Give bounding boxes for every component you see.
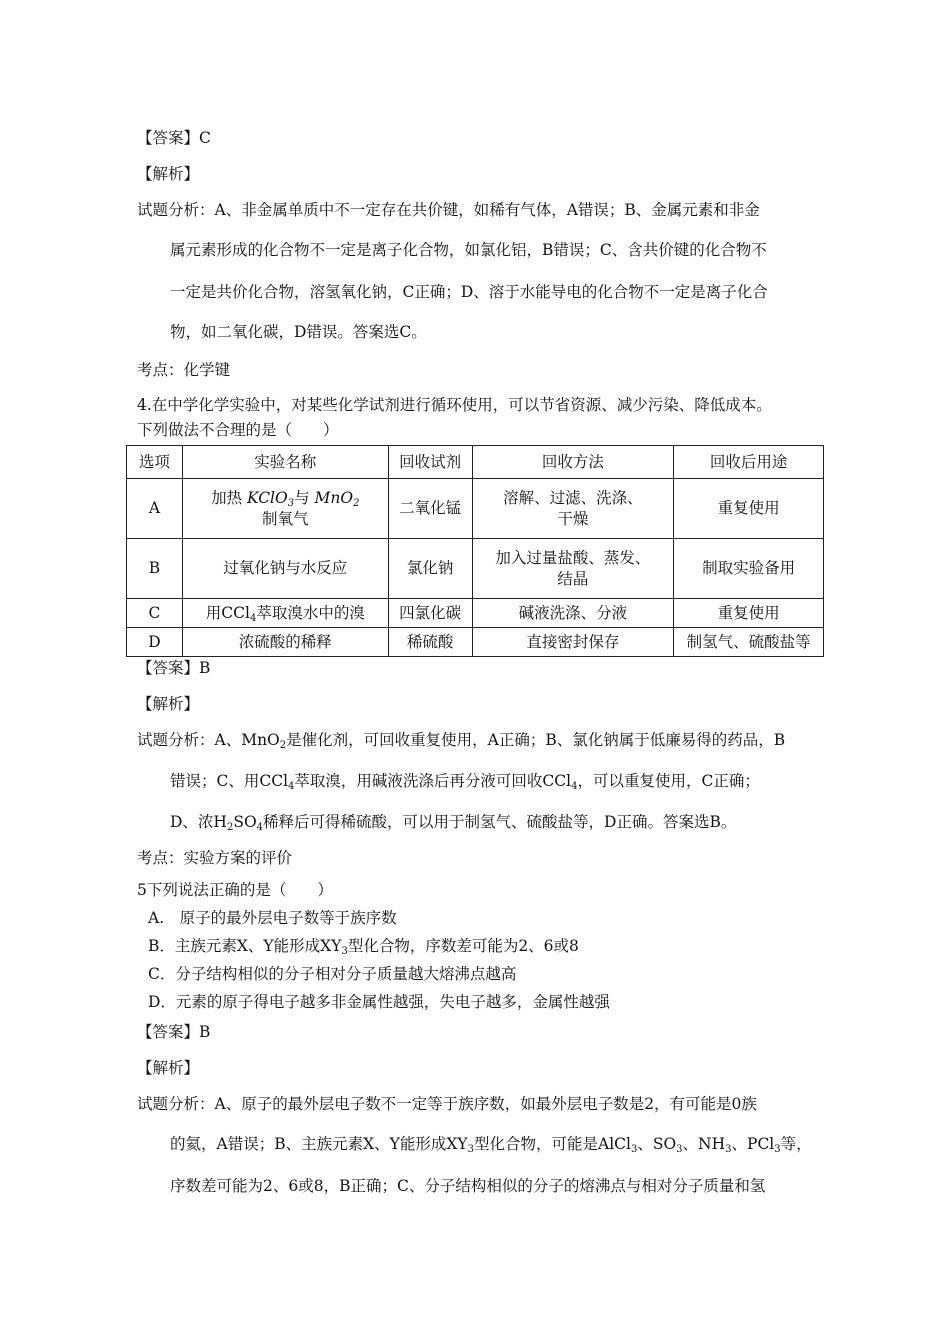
q5-answer: 【答案】B (137, 1023, 211, 1041)
row-option: D (127, 628, 183, 657)
q4-stem-line-1: 4.在中学化学实验中，对某些化学试剂进行循环使用，可以节省资源、减少污染、降低成本。 (137, 396, 772, 414)
table-header-row (127, 446, 824, 479)
row-reagent: 氯化钠 (388, 539, 472, 599)
table-row (127, 599, 824, 628)
subscript: 2 (353, 497, 360, 509)
q3-analysis-line-1: 试题分析：A、非金属单质中不一定存在共价键，如稀有气体，A错误；B、金属元素和非金 (137, 201, 760, 219)
method-line-2: 结晶 (557, 569, 589, 588)
subscript: 3 (630, 1144, 638, 1155)
kclo3-formula (247, 489, 294, 507)
q4-analysis-label: 【解析】 (137, 695, 200, 713)
text-run: 试题分析：A、MnO (137, 731, 280, 749)
q5-option-b (148, 936, 579, 956)
row-experiment-name: 浓硫酸的稀释 (182, 628, 388, 657)
text-run: B．主族元素X、Y能形成XY (148, 937, 342, 955)
row-method (472, 539, 674, 599)
q5-analysis-line-1: 试题分析：A、原子的最外层电子数不一定等于族序数，如最外层电子数是2，有可能是0族 (137, 1095, 757, 1113)
name-line-2: 制氧气 (262, 509, 309, 528)
q5-option-a: A. 原子的最外层电子数等于族序数 (148, 909, 397, 927)
q4-analysis-line-2 (170, 771, 760, 791)
q3-analysis-line-3: 一定是共价化合物，溶氢氧化钠，C正确；D、溶于水能导电的化合物不一定是离子化合 (170, 283, 768, 301)
row-option: B (127, 539, 183, 599)
table-header-cell: 实验名称 (182, 446, 388, 479)
text-run: 等， (780, 1135, 812, 1153)
experiment-table (126, 445, 824, 657)
text-run: D、浓H (170, 813, 227, 831)
q4-analysis-line-1 (137, 730, 785, 750)
q5-option-c: C．分子结构相似的分子相对分子质量越大熔沸点越高 (148, 965, 517, 983)
text-run: 的氦，A错误；B、主族元素X、Y能形成XY (170, 1135, 468, 1153)
q5-stem: 5下列说法正确的是（ ） (137, 881, 333, 899)
q3-analysis-line-2: 属元素形成的化合物不一定是离子化合物，如氯化铝，B错误；C、含共价键的化合物不 (170, 241, 767, 259)
text-run: 稀释后可得稀硫酸，可以用于制氢气、硫酸盐等，D正确。答案选B。 (263, 813, 737, 831)
name-prefix: 用CCl (205, 603, 250, 622)
kclo-text: KClO (247, 488, 288, 507)
subscript: 3 (341, 946, 348, 957)
table-row (127, 539, 824, 599)
q3-analysis-line-4: 物，如二氧化碳，D错误。答案选C。 (170, 323, 427, 341)
text-run: 是催化剂，可回收重复使用，A正确；B、氯化钠属于低廉易得的药品，B (286, 731, 786, 749)
q5-analysis-label: 【解析】 (137, 1059, 200, 1077)
text-run: 、SO (637, 1135, 677, 1153)
row-experiment-name (182, 599, 388, 628)
subscript: 4 (288, 781, 295, 792)
row-reagent: 二氧化锰 (388, 479, 472, 539)
row-use: 重复使用 (674, 479, 824, 539)
subscript: 4 (571, 781, 578, 792)
q5-analysis-line-2 (170, 1134, 812, 1154)
q4-analysis-line-3 (170, 812, 736, 832)
subscript: 4 (249, 612, 257, 624)
row-method: 直接密封保存 (472, 628, 674, 657)
text-run: 错误；C、用CCl (170, 772, 289, 790)
subscript: 4 (256, 822, 264, 833)
row-reagent: 稀硫酸 (388, 628, 472, 657)
q5-option-d: D．元素的原子得电子越多非金属性越强，失电子越多，金属性越强 (148, 993, 610, 1011)
text-run: 型化合物，序数差可能为2、6或8 (347, 937, 579, 955)
mno2-formula (315, 489, 360, 507)
row-method (472, 479, 674, 539)
subscript: 2 (279, 740, 287, 751)
row-reagent: 四氯化碳 (388, 599, 472, 628)
table-row (127, 628, 824, 657)
table-header-cell: 回收后用途 (674, 446, 824, 479)
subscript: 3 (287, 497, 295, 509)
text-run: SO (233, 813, 257, 831)
row-option: A (127, 479, 183, 539)
subscript: 2 (226, 822, 234, 833)
name-suffix: 萃取溴水中的溴 (256, 603, 365, 622)
mno-text: MnO (314, 488, 354, 507)
subscript: 3 (467, 1144, 474, 1155)
row-experiment-name (182, 479, 388, 539)
q3-analysis-label: 【解析】 (137, 165, 200, 183)
q5-analysis-line-3: 序数差可能为2、6或8，B正确；C、分子结构相似的分子的熔沸点与相对分子质量和氢 (170, 1177, 766, 1195)
table-row (127, 479, 824, 539)
method-line-1: 溶解、过滤、洗涤、 (503, 488, 643, 507)
subscript: 3 (676, 1144, 683, 1155)
row-use: 重复使用 (674, 599, 824, 628)
row-experiment-name: 过氧化钠与水反应 (182, 539, 388, 599)
text-run: 、NH (682, 1135, 726, 1153)
q3-answer: 【答案】C (137, 129, 211, 147)
q4-kaodian: 考点：实验方案的评价 (137, 849, 293, 867)
q4-stem-line-2: 下列做法不合理的是（ ） (137, 421, 339, 439)
text-run: ，可以重复使用，C正确； (577, 772, 760, 790)
table-header-cell: 回收方法 (472, 446, 674, 479)
table-header-cell: 回收试剂 (388, 446, 472, 479)
text-run: 萃取溴，用碱液洗涤后再分液可回收CCl (294, 772, 572, 790)
q3-kaodian: 考点：化学键 (137, 361, 231, 379)
table-header-cell: 选项 (127, 446, 183, 479)
text-run: 、PCl (731, 1135, 775, 1153)
name-mid: 与 (294, 488, 315, 507)
row-use: 制氢气、硫酸盐等 (674, 628, 824, 657)
row-use: 制取实验备用 (674, 539, 824, 599)
text-run: 型化合物，可能是AlCl (474, 1135, 631, 1153)
method-line-2: 干燥 (557, 509, 589, 528)
subscript: 3 (774, 1144, 781, 1155)
method-line-1: 加入过量盐酸、蒸发、 (495, 548, 651, 567)
row-method: 碱液洗涤、分液 (472, 599, 674, 628)
row-option: C (127, 599, 183, 628)
subscript: 3 (725, 1144, 732, 1155)
q4-answer: 【答案】B (137, 659, 211, 677)
name-prefix: 加热 (211, 488, 248, 507)
